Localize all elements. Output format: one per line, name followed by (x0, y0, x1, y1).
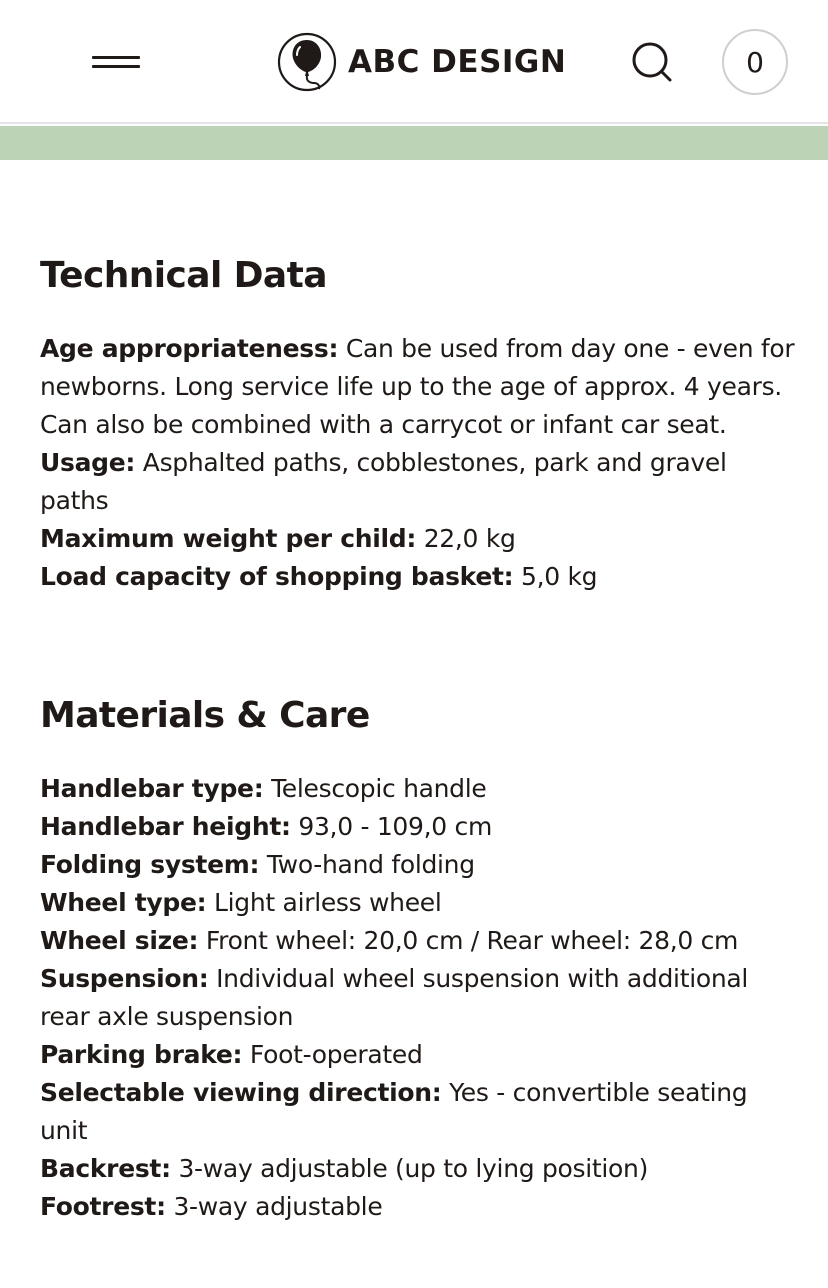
cart-button[interactable] (722, 29, 788, 95)
spec-label: Handlebar type: (40, 774, 264, 803)
product-details (40, 160, 800, 1226)
spec-value: Foot-operated (249, 1040, 423, 1069)
spec-value: Asphalted paths, cobblestones, park and gravel paths (40, 448, 727, 515)
spec-value: 22,0 kg (423, 524, 516, 553)
spec-label: Wheel size: (40, 926, 199, 955)
menu-button[interactable] (86, 44, 146, 80)
spec-value: 3-way adjustable (173, 1192, 383, 1221)
spec-value: Two-hand folding (266, 850, 475, 879)
materials-care-heading: Materials & Care (40, 695, 370, 736)
cart-count: 0 (746, 45, 764, 79)
spec-value: Light airless wheel (214, 888, 442, 917)
spec-label: Wheel type: (40, 888, 207, 917)
spec-value: 93,0 - 109,0 cm (298, 812, 493, 841)
spec-item (40, 520, 800, 558)
spec-value: 3-way adjustable (up to lying position) (178, 1154, 649, 1183)
spec-item (40, 444, 800, 520)
accent-bar (0, 126, 828, 160)
spec-item (40, 330, 800, 444)
spec-item (40, 884, 800, 922)
spec-label: Parking brake: (40, 1040, 243, 1069)
balloon-logo-icon (276, 31, 338, 93)
spec-value: Can be used from day one - even for newborns. Long service life up to the age of approx. 4 years. Can also be combined with a carrycot or infant car seat. (40, 334, 795, 439)
spec-label: Usage: (40, 448, 136, 477)
spec-label: Backrest: (40, 1154, 171, 1183)
spec-item (40, 1188, 800, 1226)
technical-data-heading: Technical Data (40, 255, 327, 296)
spec-value: 5,0 kg (521, 562, 598, 591)
spec-value: Yes - convertible seating unit (40, 1078, 748, 1145)
spec-label: Suspension: (40, 964, 209, 993)
technical-data-list (40, 330, 800, 596)
spec-item (40, 808, 800, 846)
spec-item (40, 558, 800, 596)
spec-label: Age appropriateness: (40, 334, 339, 363)
search-icon[interactable] (628, 38, 676, 86)
brand-name: ABC DESIGN (348, 44, 567, 80)
spec-label: Handlebar height: (40, 812, 291, 841)
spec-item (40, 1036, 800, 1074)
spec-value: Telescopic handle (271, 774, 487, 803)
spec-label: Selectable viewing direction: (40, 1078, 442, 1107)
spec-item (40, 846, 800, 884)
spec-label: Load capacity of shopping basket: (40, 562, 514, 591)
spec-item (40, 1074, 800, 1150)
brand-logo[interactable] (276, 30, 566, 94)
hamburger-icon-line (92, 56, 140, 59)
spec-value: Individual wheel suspension with additional rear axle suspension (40, 964, 749, 1031)
spec-label: Folding system: (40, 850, 260, 879)
spec-label: Maximum weight per child: (40, 524, 417, 553)
spec-item (40, 922, 800, 960)
spec-label: Footrest: (40, 1192, 166, 1221)
spec-item (40, 770, 800, 808)
spec-value: Front wheel: 20,0 cm / Rear wheel: 28,0 cm (205, 926, 739, 955)
hamburger-icon-line (92, 65, 140, 68)
spec-item (40, 1150, 800, 1188)
materials-care-list (40, 770, 800, 1226)
site-header (0, 0, 828, 124)
spec-item (40, 960, 800, 1036)
